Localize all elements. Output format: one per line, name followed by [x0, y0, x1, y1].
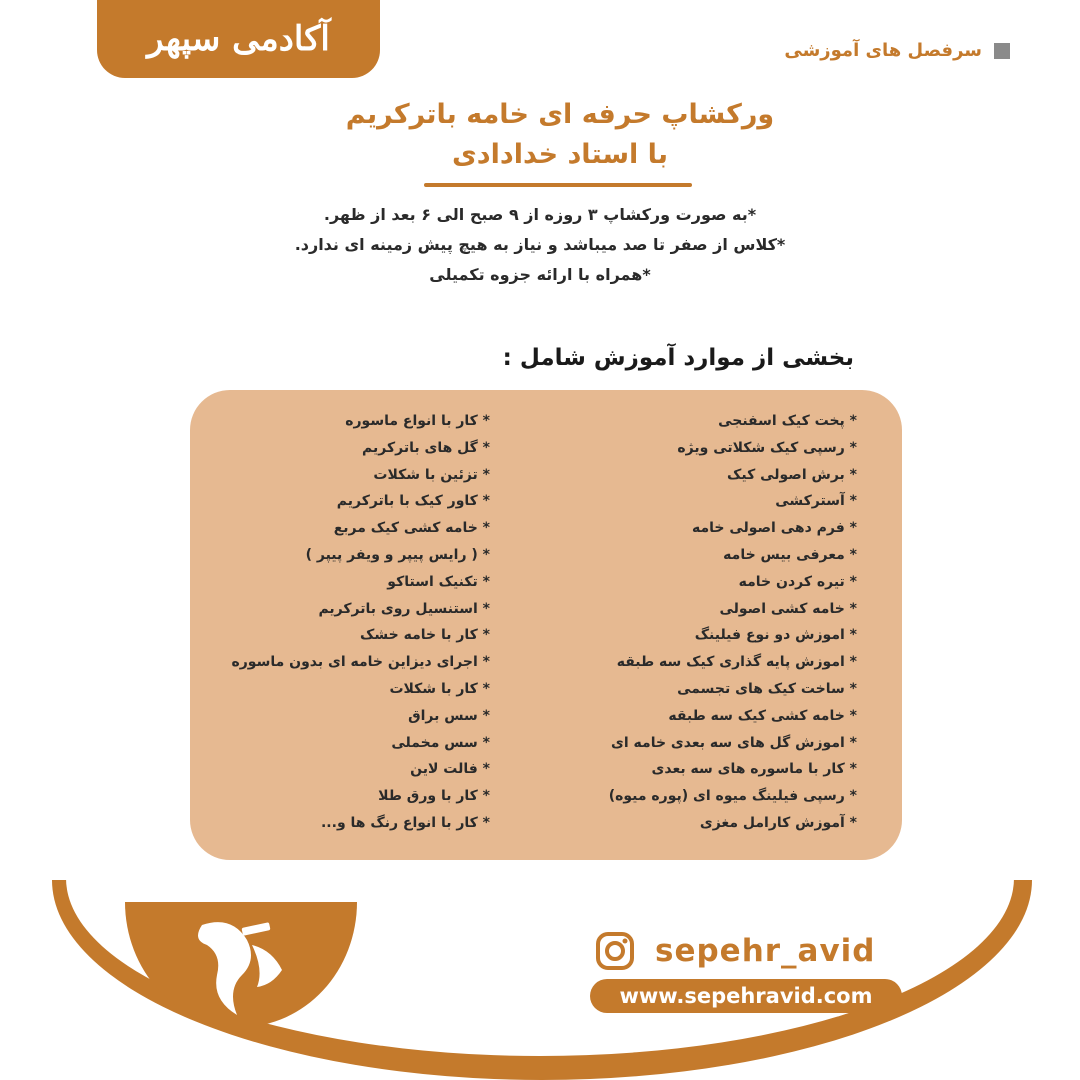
section-label-text: سرفصل های آموزشی	[784, 40, 982, 61]
section-label	[784, 40, 1010, 61]
list-item: * تزئین با شکلات	[373, 466, 490, 483]
list-item: * تیره کردن خامه	[738, 573, 857, 590]
note-line: *کلاس از صفر تا صد میباشد و نیاز به هیچ پیش زمینه ای ندارد.	[294, 235, 786, 254]
list-item: * ساخت کیک های تجسمی	[677, 680, 857, 697]
list-item: * رسپی کیک شکلاتی ویژه	[677, 439, 857, 456]
list-item: * برش اصولی کیک	[727, 466, 857, 483]
curriculum-column-left	[231, 408, 490, 837]
curriculum-panel	[190, 390, 902, 860]
note-line: *همراه با ارائه جزوه تکمیلی	[429, 265, 651, 284]
list-item: * آموزش کارامل مغزی	[699, 814, 857, 831]
list-item: * فالت لاین	[410, 761, 490, 778]
list-item: * کار با انواع رنگ ها و...	[320, 814, 490, 831]
workshop-notes	[200, 200, 880, 290]
list-item: * رسپی فیلینگ میوه ای (پوره میوه)	[608, 788, 857, 805]
bird-logo-icon	[172, 915, 292, 1025]
list-item: * اموزش گل های سه بعدی خامه ای	[611, 734, 857, 751]
list-item: * استنسیل روی باترکریم	[318, 600, 490, 617]
list-item: * کار با ماسوره های سه بعدی	[651, 761, 857, 778]
list-item: * سس براق	[408, 707, 490, 724]
list-item: * کاور کیک با باترکریم	[336, 493, 490, 510]
list-item: * معرفی بیس خامه	[723, 546, 857, 563]
list-item: * کار با ورق طلا	[378, 788, 490, 805]
title-divider	[424, 183, 692, 187]
website-url[interactable]: www.sepehravid.com	[619, 984, 873, 1008]
curriculum-column-right	[609, 408, 857, 837]
instagram-icon	[595, 931, 635, 971]
list-item: * گل های باترکریم	[362, 439, 490, 456]
square-bullet-icon	[994, 43, 1010, 59]
list-item: * سس مخملی	[391, 734, 490, 751]
curriculum-heading: بخشی از موارد آموزش شامل :	[502, 345, 854, 371]
note-line: *به صورت ورکشاپ ۳ روزه از ۹ صبح الی ۶ بعد از ظهر.	[323, 205, 757, 224]
title-line-2: با استاد خدادادی	[452, 139, 668, 170]
workshop-title	[240, 95, 880, 175]
list-item: * آسترکشی	[775, 493, 857, 510]
instagram-row[interactable]	[595, 931, 876, 971]
list-item: * خامه کشی کیک مربع	[333, 520, 490, 537]
list-item: * اجرای دیزاین خامه ای بدون ماسوره	[231, 654, 490, 671]
website-link[interactable]	[590, 979, 902, 1013]
list-item: * فرم دهی اصولی خامه	[691, 520, 857, 537]
list-item: * اموزش دو نوع فیلینگ	[694, 627, 857, 644]
list-item: * خامه کشی کیک سه طبقه	[668, 707, 857, 724]
list-item: * اموزش پایه گذاری کیک سه طبقه	[616, 654, 857, 671]
list-item: * پخت کیک اسفنجی	[718, 413, 857, 429]
list-item: * کار با انواع ماسوره	[345, 413, 490, 429]
title-line-1: ورکشاپ حرفه ای خامه باترکریم	[345, 99, 775, 130]
brand-name: آکادمی سپهر	[147, 19, 330, 59]
instagram-handle[interactable]: sepehr_avid	[655, 933, 876, 969]
list-item: * کار با خامه خشک	[360, 627, 490, 644]
list-item: * کار با شکلات	[389, 680, 490, 697]
list-item: * خامه کشی اصولی	[719, 600, 857, 617]
list-item: * ( رایس پیپر و ویفر پیپر )	[305, 546, 490, 563]
list-item: * تکنیک استاکو	[387, 573, 490, 590]
brand-tab	[97, 0, 380, 78]
